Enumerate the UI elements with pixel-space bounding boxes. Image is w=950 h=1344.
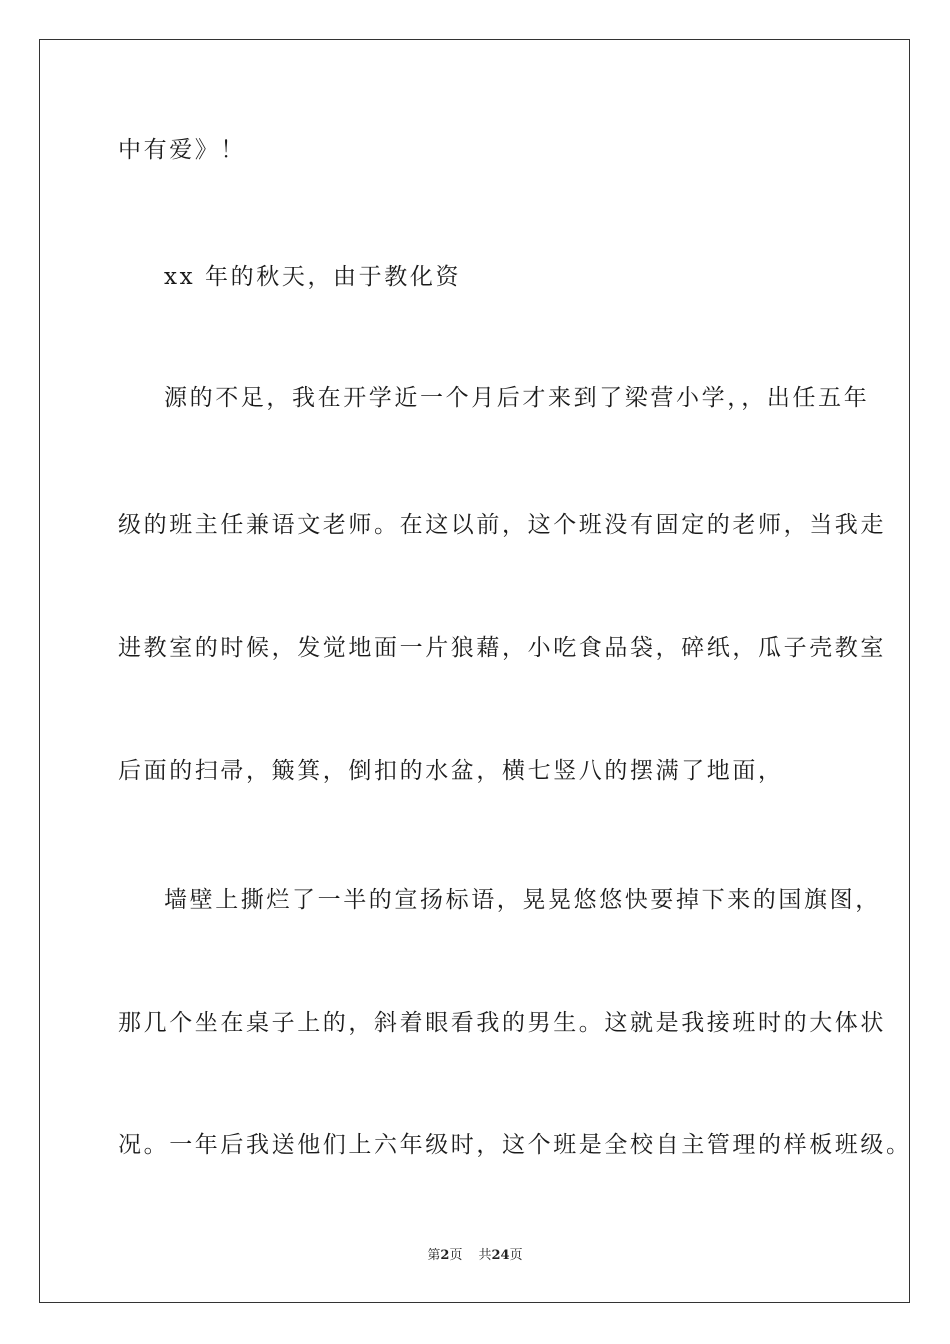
page-suffix: 页 <box>449 1248 463 1263</box>
page-footer <box>0 1244 950 1263</box>
text-line-2: xx 年的秋天，由于教化资 <box>164 264 462 290</box>
text-line-4: 级的班主任兼语文老师。在这以前，这个班没有固定的老师，当我走 <box>118 512 886 538</box>
text-line-3: 源的不足，我在开学近一个月后才来到了梁营小学，，出任五年 <box>164 385 870 411</box>
page-prefix: 第 <box>427 1248 441 1263</box>
text-line-5: 进教室的时候，发觉地面一片狼藉，小吃食品袋，碎纸，瓜子壳教室 <box>118 635 886 661</box>
page-total: 24 <box>491 1248 510 1263</box>
text-line-7: 墙壁上撕烂了一半的宣扬标语，晃晃悠悠快要掉下来的国旗图， <box>164 887 881 913</box>
text-line-8: 那几个坐在桌子上的，斜着眼看我的男生。这就是我接班时的大体状 <box>118 1010 886 1036</box>
page-border <box>39 39 910 1303</box>
total-prefix: 共 <box>478 1248 492 1263</box>
total-suffix: 页 <box>509 1248 523 1263</box>
text-line-9: 况。一年后我送他们上六年级时，这个班是全校自主管理的样板班级。 <box>118 1132 912 1158</box>
text-line-6: 后面的扫帚，簸箕，倒扣的水盆，横七竖八的摆满了地面， <box>118 758 784 784</box>
page-number: 2 <box>440 1248 450 1263</box>
text-line-1: 中有爱》！ <box>118 137 246 163</box>
